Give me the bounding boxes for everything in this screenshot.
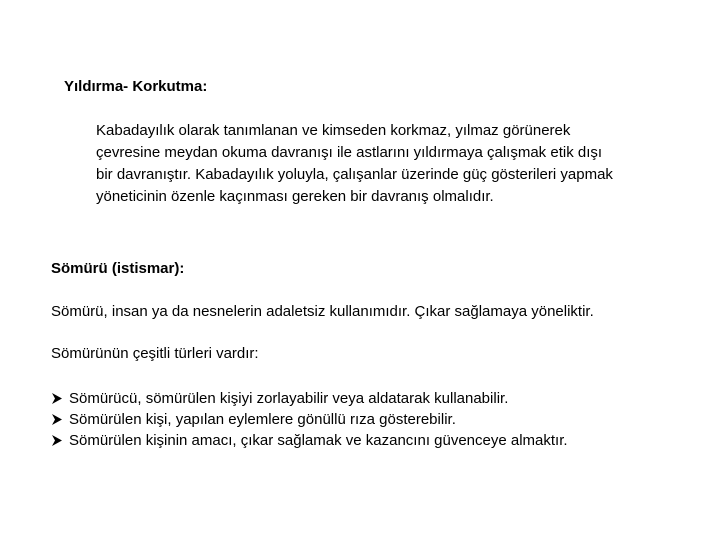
paragraph-line: bir davranıştır. Kabadayılık yoluyla, çalışanlar üzerinde güç gösterileri yapmak [96, 166, 613, 183]
paragraph-line: çevresine meydan okuma davranışı ile astlarını yıldırmaya çalışmak etik dışı [96, 144, 603, 161]
intimidation-paragraph [96, 120, 686, 208]
list-item-text: Sömürülen kişinin amacı, çıkar sağlamak ve kazancını güvenceye almaktır. [69, 432, 568, 449]
list-item-text: Sömürülen kişi, yapılan eylemlere gönüllü rıza gösterebilir. [69, 411, 456, 428]
section-heading-intimidation: Yıldırma- Korkutma: [64, 78, 208, 95]
paragraph-line: Kabadayılık olarak tanımlanan ve kimseden korkmaz, yılmaz görünerek [96, 122, 571, 139]
section-heading-exploitation: Sömürü (istismar): [51, 260, 185, 277]
list-item [51, 409, 568, 430]
arrowhead-bullet-icon [51, 392, 63, 405]
list-item [51, 388, 568, 409]
list-item-text: Sömürücü, sömürülen kişiyi zorlayabilir veya aldatarak kullanabilir. [69, 390, 509, 407]
arrowhead-bullet-icon [51, 413, 63, 426]
exploitation-types-list [51, 388, 568, 451]
paragraph-line: yöneticinin özenle kaçınması gereken bir davranış olmalıdır. [96, 188, 494, 205]
list-item [51, 430, 568, 451]
exploitation-definition: Sömürü, insan ya da nesnelerin adaletsiz kullanımıdır. Çıkar sağlamaya yöneliktir. [51, 303, 594, 320]
exploitation-types-intro: Sömürünün çeşitli türleri vardır: [51, 345, 259, 362]
arrowhead-bullet-icon [51, 434, 63, 447]
